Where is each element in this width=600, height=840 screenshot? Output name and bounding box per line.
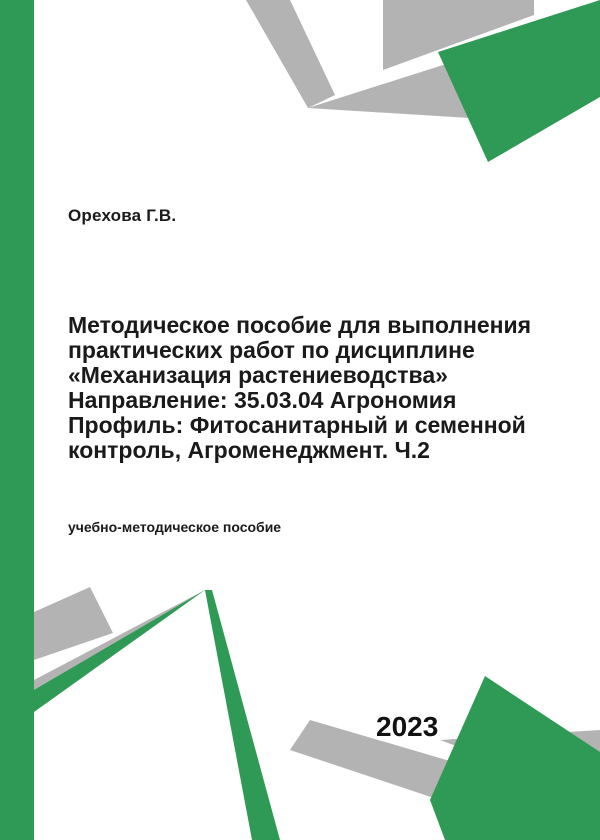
left-green-bar (0, 0, 34, 840)
author-name: Орехова Г.В. (68, 206, 177, 225)
book-title: Методическое пособие для выполнения практических работ по дисциплине «Механизация растениеводства» Направление: 35.03.04 Агрономия Профиль: Фитосанитарный и семенной контроль, Агроменеджмент. Ч.2 (68, 312, 532, 463)
bottom-green-shape (430, 676, 600, 840)
top-gray-band (246, 0, 335, 108)
publication-year: 2023 (376, 711, 439, 742)
bottom-green-diagonal (205, 590, 280, 840)
publication-type: учебно-методическое пособие (68, 519, 282, 535)
